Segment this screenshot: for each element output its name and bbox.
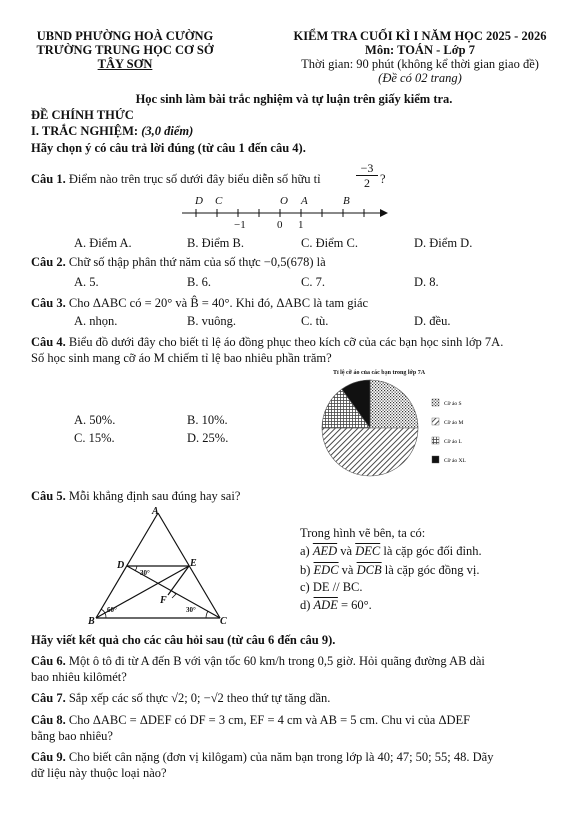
q4-option-a: A. 50%. [74,413,116,427]
exam-pages: (Đề có 02 trang) [378,71,462,85]
q8-text-2: bằng bao nhiêu? [31,729,113,743]
instruction: Học sinh làm bài trắc nghiệm và tự luận trên giấy kiểm tra. [135,92,453,106]
q4-option-d: D. 25%. [187,431,229,445]
fig-label-a: A [152,506,159,517]
legend-label-0: Cỡ áo S [444,401,462,407]
axis-point-a: A [301,195,308,207]
part2-prompt: Hãy viết kết quả cho các câu hỏi sau (từ câu 6 đến câu 9). [31,633,336,647]
school-name: TRƯỜNG TRUNG HỌC CƠ SỞ [36,43,214,57]
chart-title: Tỉ lệ cỡ áo của các bạn trong lớp 7A [333,370,426,376]
q4-text-1: Câu 4. Biểu đồ dưới đây cho biết tỉ lệ áo đồng phục theo kích cỡ của các bạn học sinh lớp 7A. [31,335,504,349]
q8-text-1: Câu 8. Cho ΔABC = ΔDEF có DF = 3 cm, EF = 4 cm và AB = 5 cm. Chu vi của ΔDEF [31,713,471,727]
q3-text: Câu 3. Cho ΔABC có = 20° và B̂ = 40°. Khi đó, ΔABC là tam giác [31,296,369,310]
exam-time: Thời gian: 90 phút (không kể thời gian giao đề) [301,57,539,71]
q2-option-b: B. 6. [187,275,211,289]
q4-option-b: B. 10%. [187,413,228,427]
pie-slice-0 [370,380,418,428]
q1-option-d: D. Điểm D. [414,236,473,250]
pie-chart [300,378,580,478]
fig-angle-30-c: 30° [186,606,196,614]
q5-text: Câu 5. Mỗi khẳng định sau đúng hay sai? [31,489,241,503]
axis-point-d: D [195,195,203,207]
q4-text-2: Số học sinh mang cỡ áo M chiếm tỉ lệ bao nhiêu phần trăm? [31,351,332,365]
fig-label-e: E [190,558,197,569]
q1-fraction: −3 2 [356,161,378,190]
exam-subject: Môn: TOÁN - Lớp 7 [365,43,475,57]
part1-heading: I. TRẮC NGHIỆM: (3,0 điểm) [31,124,194,138]
q2-option-c: C. 7. [301,275,325,289]
q2-text: Câu 2. Chữ số thập phân thứ năm của số thực −0,5(678) là [31,255,326,269]
legend-swatch-1 [432,418,439,425]
legend-label-2: Cỡ áo L [444,439,462,445]
triangle-figure [80,505,240,630]
q5-statement-b: b) $\overline{EDC}$ và $\overline{DCB}$ là cặp góc đồng vị. [300,563,480,577]
legend-swatch-3 [432,456,439,463]
fig-angle-30-d: 30° [140,569,150,577]
q1-qmark: ? [380,172,386,186]
legend-swatch-2 [432,437,439,444]
q9-text-2: dữ liệu này thuộc loại nào? [31,766,167,780]
q5-intro: Trong hình vẽ bên, ta có: [300,526,426,540]
legend-label-1: Cỡ áo M [444,420,464,426]
axis-tick-1: 1 [298,219,304,231]
part1-prompt: Hãy chọn ý có câu trả lời đúng (từ câu 1 đến câu 4). [31,141,306,155]
exam-title: KIỂM TRA CUỐI KÌ I NĂM HỌC 2025 - 2026 [293,29,547,43]
fig-label-d: D [117,560,125,571]
axis-point-c: C [215,195,223,207]
q1-option-c: C. Điểm C. [301,236,358,250]
axis-tick-minus1: −1 [234,219,246,231]
q7-text: Câu 7. Sắp xếp các số thực √2; 0; −√2 theo thứ tự tăng dần. [31,691,331,705]
fig-label-f: F [160,595,167,606]
school-district: UBND PHƯỜNG HOÀ CƯỜNG [36,29,214,43]
axis-tick-0: 0 [277,219,283,231]
legend-swatch-0 [432,399,439,406]
q3-option-c: C. tù. [301,314,329,328]
q2-option-a: A. 5. [74,275,99,289]
q6-text-1: Câu 6. Một ô tô đi từ A đến B với vận tốc 60 km/h trong 0,5 giờ. Hỏi quãng đường AB dài [31,654,485,668]
q1-option-a: A. Điểm A. [74,236,132,250]
q1-text: Câu 1. Điểm nào trên trục số dưới đây biểu diễn số hữu tỉ [31,172,321,186]
q3-option-a: A. nhọn. [74,314,118,328]
axis-point-b: B [343,195,350,207]
q6-text-2: bao nhiêu kilômét? [31,670,127,684]
q9-text-1: Câu 9. Cho biết cân nặng (đơn vị kilôgam) của năm bạn trong lớp là 40; 47; 50; 55; 48. Dãy [31,750,494,764]
school-name-2: TÂY SƠN [97,57,153,71]
q4-option-c: C. 15%. [74,431,115,445]
q3-option-b: B. vuông. [187,314,236,328]
q5-statement-d: d) $\overline{ADE} = 60^\circ$. [300,598,372,612]
axis-point-o: O [280,195,288,207]
official-label: ĐỀ CHÍNH THỨC [31,108,134,122]
fig-angle-60-b: 60° [107,606,117,614]
q5-statement-a: a) $\overline{AED}$ và $\overline{DEC}$ là cặp góc đối đỉnh. [300,544,482,558]
pie-slice-1 [322,428,418,476]
q1-option-b: B. Điểm B. [187,236,244,250]
fig-label-b: B [88,616,95,627]
fig-label-c: C [220,616,227,627]
q3-option-d: D. đều. [414,314,451,328]
q2-option-d: D. 8. [414,275,439,289]
q5-statement-c: c) DE // BC. [300,580,363,594]
legend-label-3: Cỡ áo XL [444,458,466,464]
